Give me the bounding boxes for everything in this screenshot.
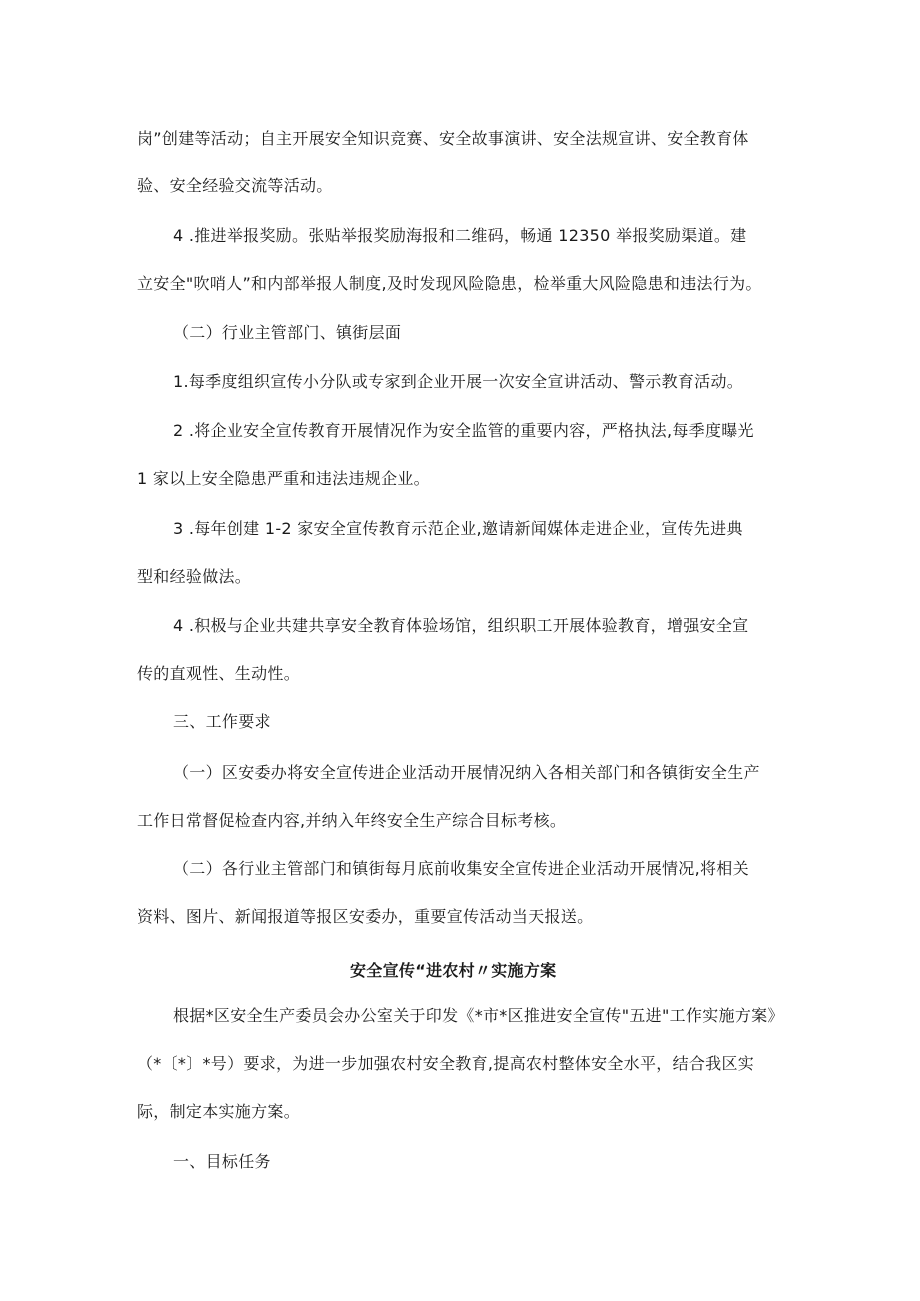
section-heading: 三、工作要求 <box>173 712 271 731</box>
paragraph-line: 型和经验做法。 <box>137 567 252 586</box>
paragraph-line: 岗”创建等活动；自主开展安全知识竞赛、安全故事演讲、安全法规宣讲、安全教育体 <box>137 129 749 148</box>
paragraph-line: 2 .将企业安全宣传教育开展情况作为安全监管的重要内容，严格执法,每季度曝光 <box>173 421 754 440</box>
document-title: 安全宣传“进农村〃实施方案 <box>350 961 557 980</box>
paragraph-line: （二）各行业主管部门和镇街每月底前收集安全宣传进企业活动开展情况,将相关 <box>173 859 749 878</box>
paragraph-line: 1 家以上安全隐患严重和违法违规企业。 <box>137 469 430 488</box>
paragraph-line: 传的直观性、生动性。 <box>137 664 301 683</box>
section-heading: 一、目标任务 <box>173 1152 271 1171</box>
section-heading: （二）行业主管部门、镇街层面 <box>173 323 402 342</box>
paragraph-line: 资料、图片、新闻报道等报区安委办，重要宣传活动当天报送。 <box>137 907 594 926</box>
paragraph-line: （*〔*〕*号）要求，为进一步加强农村安全教育,提高农村整体安全水平，结合我区实 <box>137 1054 755 1073</box>
paragraph-line: 立安全"吹哨人”和内部举报人制度,及时发现风险隐患，检举重大风险隐患和违法行为。 <box>137 274 762 293</box>
paragraph-line: 4 .推进举报奖励。张贴举报奖励海报和二维码，畅通 12350 举报奖励渠道。建 <box>173 226 747 245</box>
paragraph-line: 验、安全经验交流等活动。 <box>137 176 333 195</box>
paragraph-line: 3 .每年创建 1-2 家安全宣传教育示范企业,邀请新闻媒体走进企业，宣传先进典 <box>173 519 743 538</box>
paragraph-line: 4 .积极与企业共建共享安全教育体验场馆，组织职工开展体验教育，增强安全宣 <box>173 616 749 635</box>
paragraph-line: 际，制定本实施方案。 <box>137 1102 301 1121</box>
paragraph-line: 根据*区安全生产委员会办公室关于印发《*市*区推进安全宣传"五进"工作实施方案》 <box>173 1006 784 1025</box>
paragraph-line: （一）区安委办将安全宣传进企业活动开展情况纳入各相关部门和各镇街安全生产 <box>173 763 760 782</box>
paragraph-line: 工作日常督促检查内容,并纳入年终安全生产综合目标考核。 <box>137 811 567 830</box>
paragraph-line: 1.每季度组织宣传小分队或专家到企业开展一次安全宣讲活动、警示教育活动。 <box>173 372 744 391</box>
